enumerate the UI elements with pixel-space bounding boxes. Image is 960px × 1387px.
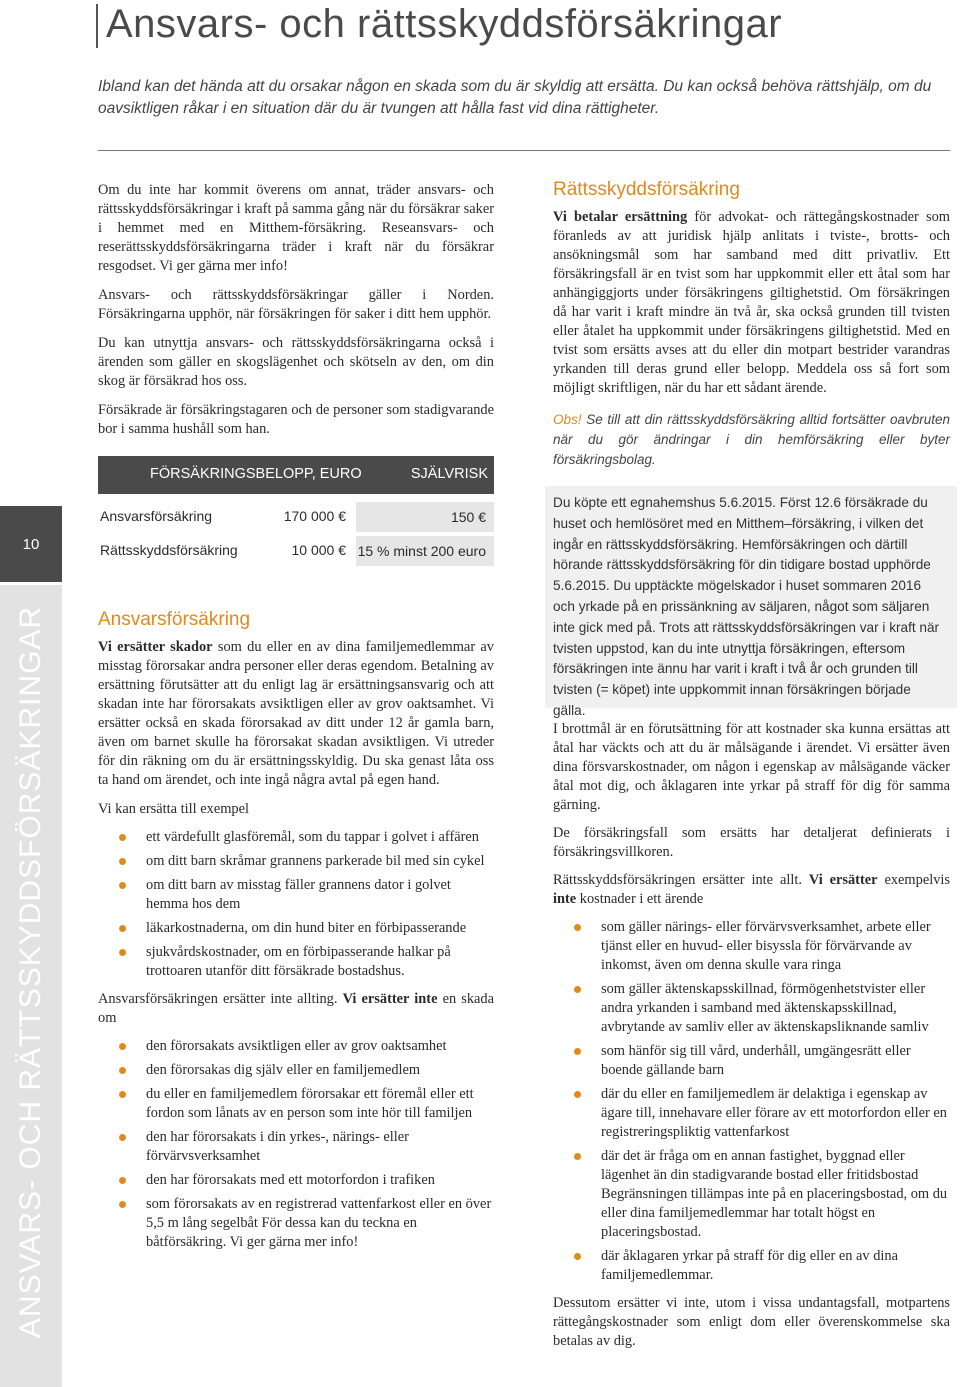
coverage-table-header: [98, 456, 494, 494]
liability-heading: Ansvarsförsäkring: [98, 609, 251, 630]
left-intro-block: [98, 181, 494, 439]
exclusions-list: [98, 1037, 494, 1252]
right-paragraph-4: [553, 871, 950, 909]
legal-protection-details: [553, 720, 950, 1351]
p4-post: kostnader i ett ärende: [576, 891, 704, 907]
row-amount: 10 000 €: [291, 542, 346, 558]
right-paragraph-2: I brottmål är en förutsättning för att kostnader ska kunna ersättas att åtal har väckts och att du är målsägande i ärendet. Vi ersätter även dina försvarskostnader, om någon i egenskap av målsägande väcker åtal mot dig, och åklagaren inte yrkar på straff för dig för samma gärning.: [553, 721, 950, 813]
list-item: om ditt barn av misstag fäller grannens dator i golvet hemma hos dem: [98, 876, 494, 914]
notice-label: Obs!: [553, 412, 582, 427]
left-paragraph-4: Försäkrade är försäkringstagaren och de personer som stadigvarande bor i samma hushåll som han.: [98, 402, 494, 437]
list-item: du eller en familjemedlem förorsakar ett föremål eller ett fordon som lånats av en person som inte hör till familjen: [98, 1085, 494, 1123]
legal-protection-paragraph: [553, 208, 950, 398]
legal-protection-text: för advokat- och rättegångskostnader som föranleds av att juridisk hjälp anlitats i tviste-, brotts- och ansökningsmål som har samband med ditt privatliv. Ett försäkringsfall är en tvist som har uppkommit eller ett åtal som har anhängiggjorts under försäkringens giltighetstid. Om försäkringen då har varit i kraft mindre än två år, ska också grunden till tvisten eller åtalet ha uppkommit under försäkringens giltighetstid. Med en tvist som ersätts avses att du eller din motpart bestrider varandras yrkanden till deras grund eller belopp. Meddela oss så fort som möjligt skriftligen, när du har ett sådant ärende.: [553, 209, 950, 396]
legal-exclusions-list: [553, 918, 950, 1285]
liability-bold-lead: Vi ersätter skador: [98, 639, 213, 655]
notice-body: Se till att din rättsskyddsförsäkring alltid fortsätter oavbruten när du gör ändringar i din hemförsäkring eller byter försäkringsbolag.: [553, 412, 950, 467]
left-paragraph-2: Ansvars- och rättsskyddsförsäkringar gäller i Norden. Försäkringarna upphör, när försäkringen för saker i ditt hem upphör.: [98, 287, 494, 322]
title-accent-bar: [96, 4, 98, 48]
list-item: där det är fråga om en annan fastighet, byggnad eller lägenhet än din stadigvarande bostad eller fritidsbostad Begränsningen tillämpas inte på en placeringsbostad, om du eller dina familjemedlemmar har totalt högst en placeringsbostad.: [553, 1147, 950, 1242]
left-paragraph-3: Du kan utnyttja ansvars- och rättsskyddsförsäkringarna också i ärenden som gäller en skogslägenhet och skötseln av den, om din skog är försäkrad hos oss.: [98, 335, 494, 389]
examples-intro: Vi kan ersätta till exempel: [98, 801, 249, 817]
table-row: [98, 500, 494, 532]
list-item: den har förorsakats med ett motorfordon i trafiken: [98, 1171, 494, 1190]
list-item: sjukvårdskostnader, om en förbipasserande halkar på trottoaren utanför ditt försäkrade bostadshus.: [98, 943, 494, 981]
row-amount: 170 000 €: [283, 508, 346, 524]
list-item: som hänför sig till vård, underhåll, umgängesrätt eller boende gällande barn: [553, 1042, 950, 1080]
header-divider: [98, 150, 950, 151]
list-item: där du eller en familjemedlem är delaktiga i egenskap av ägare till, innehavare eller förare av ett motorfordon eller en registreringspliktig vattenfarkost: [553, 1085, 950, 1142]
p4-bold-1: Vi ersätter: [808, 872, 878, 888]
col-amount-header: FÖRSÄKRINGSBELOPP, EURO: [150, 466, 362, 482]
right-paragraph-3: De försäkringsfall som ersätts har detaljerat definierats i försäkringsvillkoren.: [553, 825, 950, 860]
table-row: [98, 534, 494, 566]
not-all-pre: Ansvarsförsäkringen ersätter inte allting.: [98, 991, 343, 1007]
row-label: Rättsskyddsförsäkring: [100, 542, 238, 558]
p4-bold-2: inte: [553, 891, 577, 907]
list-item: där åklagaren yrkar på straff för dig eller en av dina familjemedlemmar.: [553, 1247, 950, 1285]
side-section-label: ANSVARS- OCH RÄTTSSKYDDSFÖRSÄKRINGAR: [14, 605, 47, 1339]
p4-mid: exempelvis: [877, 872, 950, 888]
row-deductible: 150 €: [356, 502, 494, 532]
list-item: som förorsakats av en registrerad vattenfarkost eller en över 5,5 m lång segelbåt För dessa kan du teckna en båtförsäkring. Vi ger gärna mer info!: [98, 1195, 494, 1252]
list-item: som gäller närings- eller förvärvsverksamhet, arbete eller tjänst eller en huvud- eller bisyssla för förvärvande av inkomst, även om denna skulle vara ringa: [553, 918, 950, 975]
list-item: om ditt barn skråmar grannens parkerade bil med sin cykel: [98, 852, 494, 871]
list-item: ett värdefullt glasföremål, som du tappar i golvet i affären: [98, 828, 494, 847]
page-number: 10: [22, 535, 40, 553]
legal-protection-section: [553, 180, 950, 470]
list-item: som gäller äktenskapsskillnad, förmögenhetstvister eller andra yrkanden i samband med äktenskapsskillnad, avbrytande av samliv eller av äktenskapsliknande samliv: [553, 980, 950, 1037]
liability-section: [98, 610, 494, 1257]
liability-text: som du eller en av dina familjemedlemmar av misstag förorsakar andra personer eller deras egendom. Betalning av ersättning förutsätter att du enligt lag är ersättningsansvarig och att skadan inte har förorsakats avsiktligen eller av grov oaktsamhet. Vi ersätter också en skada förorsakad av ditt under 12 år gamla barn, även om barnet skulle ha förorsakat skadan avsiktligen. Vi utreder för din räkning om du är ersättningsskyldig. Du ska genast låta oss ta hand om ärendet, och inte ingå några avtal på egen hand.: [98, 639, 495, 788]
list-item: den förorsakats avsiktligen eller av grov oaktsamhet: [98, 1037, 494, 1056]
right-paragraph-5: Dessutom ersätter vi inte, utom i vissa undantagsfall, motpartens rättegångskostnader som enligt dom eller överenskommelse ska betalas av dig.: [553, 1295, 950, 1349]
row-deductible: 15 % minst 200 euro: [356, 536, 494, 566]
examples-list: [98, 828, 494, 981]
page-number-tab: [0, 506, 62, 582]
liability-paragraph: [98, 638, 494, 790]
left-paragraph-1: Om du inte har kommit överens om annat, träder ansvars- och rättsskyddsförsäkringar i kraft på samma gång när du försäkrar saker i hemmet med en Mitthem-försäkring. Reseansvars- och reserättsskyddsförsäkringarna träder i kraft när du försäkrar resgodset. Vi ger gärna mer info!: [98, 182, 495, 274]
list-item: den förorsakas dig själv eller en familjemedlem: [98, 1061, 494, 1080]
legal-protection-heading: Rättsskyddsförsäkring: [553, 179, 740, 200]
list-item: läkarkostnaderna, om din hund biter en förbipasserande: [98, 919, 494, 938]
legal-protection-bold-lead: Vi betalar ersättning: [553, 209, 688, 225]
intro-text: Ibland kan det hända att du orsakar någon en skada som du är skyldig att ersätta. Du kan också behöva rättshjälp, om du oavsiktligen råkar i en situation där du är tvungen att hålla fast vid dina rättigheter.: [98, 78, 932, 117]
example-text: Du köpte ett egnahemshus 5.6.2015. Först 12.6 försäkrade du huset och hemlösöret med en Mitthem–försäkring, i vilken det ingår en rättsskyddsförsäkring. Hemförsäkringen och därtill hörande rättsskyddsförsäkring för din tidigare bostad upphörde 5.6.2015. Du upptäckte mögelskador i huset sommaren 2016 och yrkade på en prissänkning av säljaren, något som säljaren inte gick med på. Trots att rättsskyddsförsäkringen var i kraft när tvisten uppstod, kan du inte utnyttja försäkringen, eftersom försäkringen inte ännu har varit i kraft i två år och grunden till tvisten (= köpet) inte uppkommit innan försäkringen började gälla.: [553, 495, 940, 718]
not-all-bold: Vi ersätter inte: [342, 991, 438, 1007]
row-label: Ansvarsförsäkring: [100, 508, 213, 524]
list-item: den har förorsakats i din yrkes-, närings- eller förvärvsverksamhet: [98, 1128, 494, 1166]
not-all-post: en skada om: [98, 991, 495, 1026]
col-deductible-header: SJÄLVRISK: [410, 466, 488, 482]
p4-pre: Rättsskyddsförsäkringen ersätter inte allt.: [553, 872, 809, 888]
notice-text: [553, 410, 950, 470]
not-all-paragraph: [98, 990, 494, 1028]
page-title: Ansvars- och rättsskyddsförsäkringar: [106, 2, 783, 46]
